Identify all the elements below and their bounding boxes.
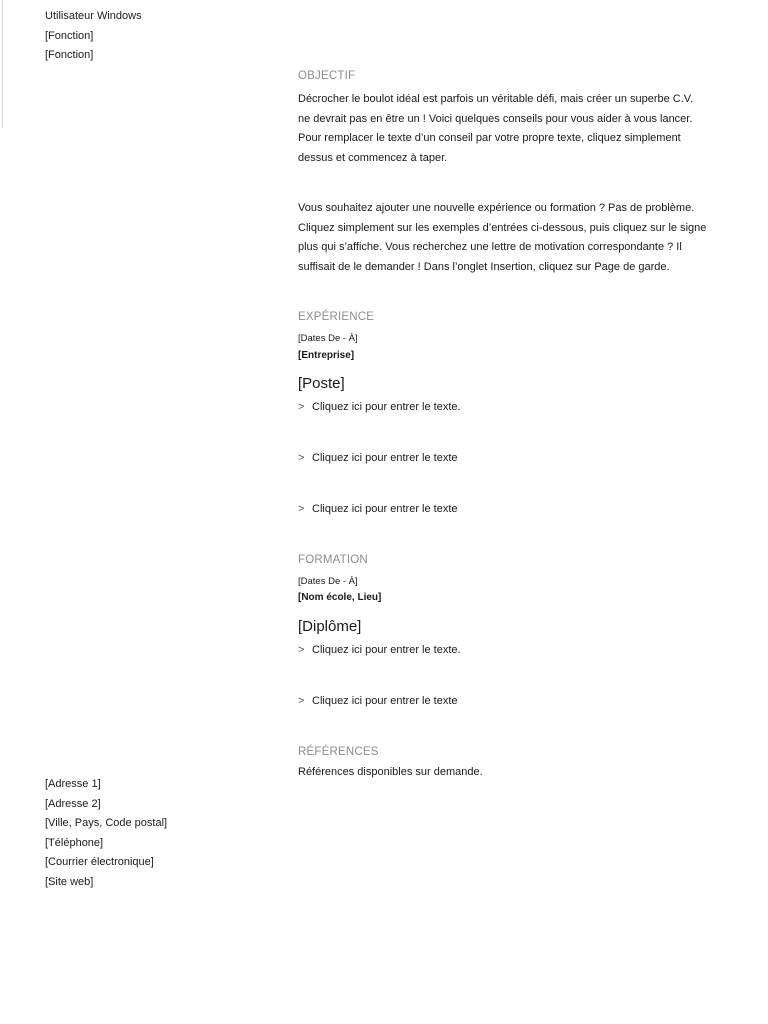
paragraph-line: Pour remplacer le texte d’un conseil par votre propre texte, cliquez simplement: [298, 132, 681, 145]
paragraph-line: plus qui s’affiche. Vous recherchez une lettre de motivation correspondante ? Il: [298, 241, 682, 254]
paragraph-line: suffisait de le demander ! Dans l’onglet Insertion, cliquez sur Page de garde.: [298, 260, 670, 273]
education-school[interactable]: [Nom école, Lieu]: [298, 592, 382, 603]
page-margin-line: [2, 0, 3, 128]
education-dates[interactable]: [Dates De - À]: [298, 576, 358, 587]
paragraph-line: Vous souhaitez ajouter une nouvelle expérience ou formation ? Pas de problème.: [298, 202, 695, 214]
bullet-chevron-icon: >: [298, 503, 305, 515]
bullet-chevron-icon: >: [298, 695, 305, 707]
bullet-text: Cliquez ici pour entrer le texte: [312, 503, 458, 515]
experience-bullet-1[interactable]: [298, 401, 461, 413]
objective-paragraph-1[interactable]: [298, 90, 723, 168]
website-placeholder[interactable]: [Site web]: [45, 875, 94, 888]
bullet-chevron-icon: >: [298, 644, 305, 656]
address-1-placeholder[interactable]: [Adresse 1]: [45, 778, 101, 790]
address-2-placeholder[interactable]: [Adresse 2]: [45, 797, 101, 810]
function-placeholder-2[interactable]: [Fonction]: [45, 49, 94, 61]
experience-company[interactable]: [Entreprise]: [298, 350, 355, 361]
experience-position[interactable]: [Poste]: [298, 375, 345, 392]
author-name[interactable]: Utilisateur Windows: [45, 10, 142, 22]
bullet-text: Cliquez ici pour entrer le texte.: [312, 401, 461, 413]
education-bullet-2[interactable]: [298, 695, 458, 707]
email-placeholder[interactable]: [Courrier électronique]: [45, 856, 154, 868]
objective-heading: OBJECTIF: [298, 70, 356, 82]
bullet-chevron-icon: >: [298, 452, 305, 464]
references-heading: RÉFÉRENCES: [298, 746, 379, 758]
references-text[interactable]: Références disponibles sur demande.: [298, 766, 483, 778]
phone-placeholder[interactable]: [Téléphone]: [45, 836, 104, 849]
paragraph-line: Décrocher le boulot idéal est parfois un véritable défi, mais créer un superbe C.V.: [298, 93, 694, 105]
contact-block: [45, 775, 167, 892]
bullet-text: Cliquez ici pour entrer le texte: [312, 695, 458, 707]
experience-bullet-3[interactable]: [298, 503, 458, 515]
objective-paragraph-2[interactable]: [298, 199, 723, 277]
experience-dates[interactable]: [Dates De - À]: [298, 333, 358, 344]
function-placeholder-1[interactable]: [Fonction]: [45, 29, 94, 42]
experience-bullet-2[interactable]: [298, 452, 458, 464]
paragraph-line: dessus et commencez à taper.: [298, 151, 448, 164]
education-degree[interactable]: [Diplôme]: [298, 618, 362, 635]
bullet-text: Cliquez ici pour entrer le texte: [312, 452, 458, 464]
bullet-text: Cliquez ici pour entrer le texte.: [312, 644, 461, 656]
bullet-chevron-icon: >: [298, 401, 305, 413]
paragraph-line: Cliquez simplement sur les exemples d’entrées ci-dessous, puis cliquez sur le signe: [298, 221, 707, 234]
education-bullet-1[interactable]: [298, 644, 461, 656]
experience-heading: EXPÉRIENCE: [298, 311, 375, 323]
education-heading: FORMATION: [298, 554, 368, 566]
header-block: [45, 7, 142, 66]
paragraph-line: ne devrait pas en être un ! Voici quelques conseils pour vous aider à vous lancer.: [298, 112, 693, 125]
city-placeholder[interactable]: [Ville, Pays, Code postal]: [45, 817, 168, 829]
